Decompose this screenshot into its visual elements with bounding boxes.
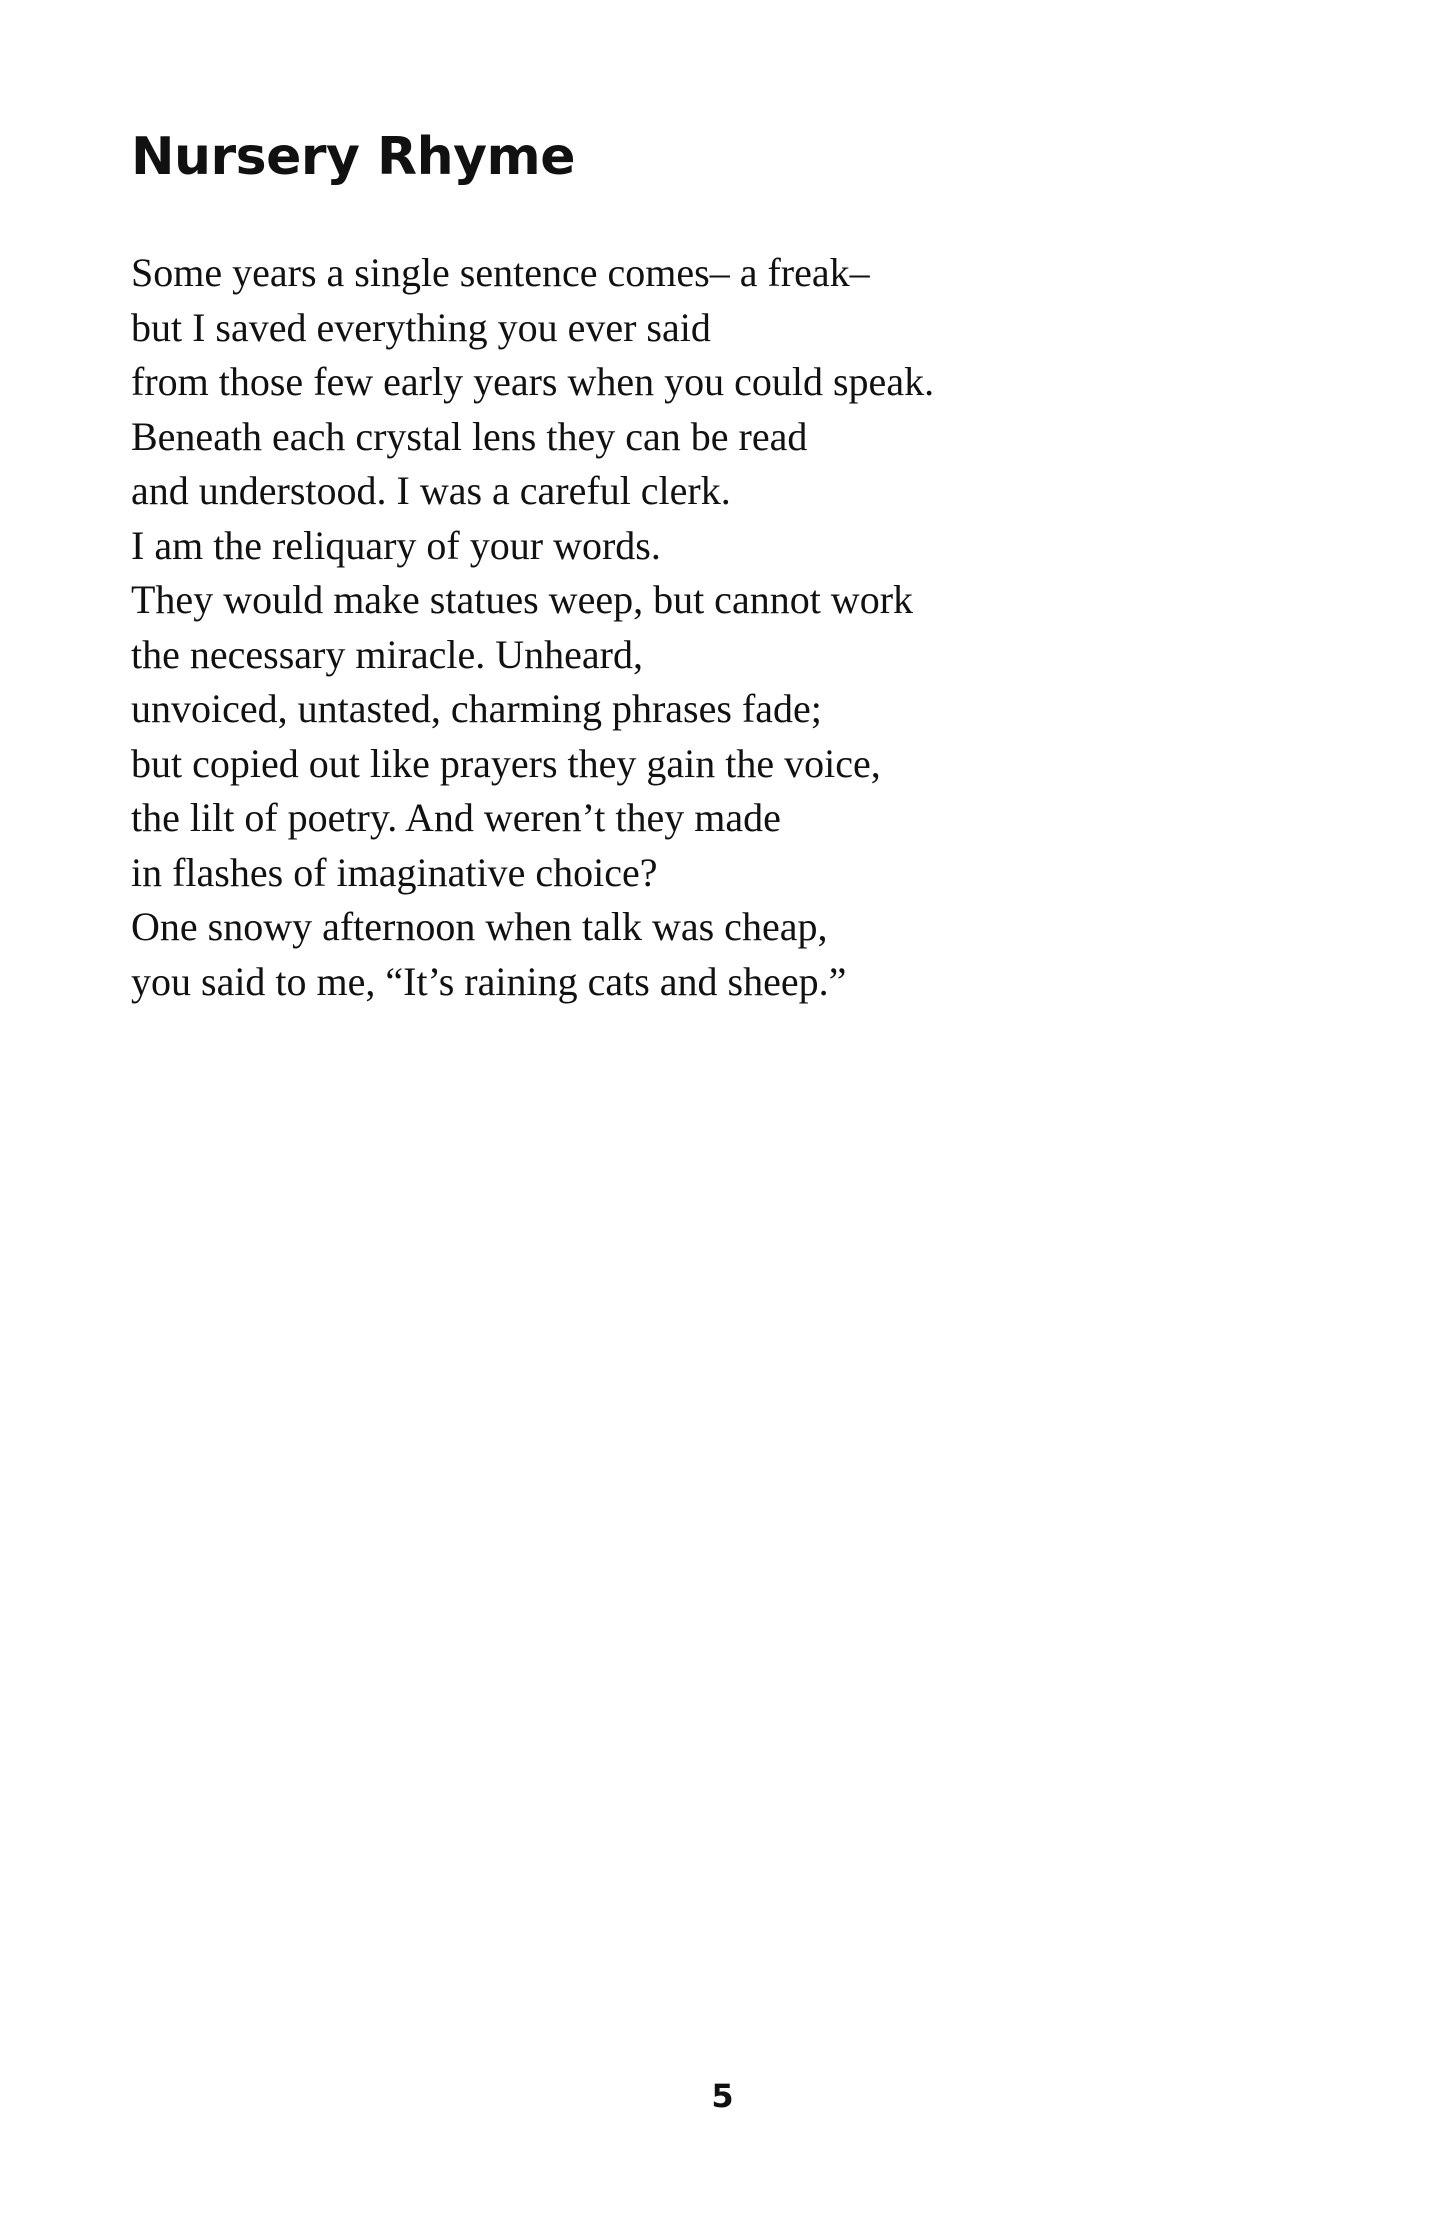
poem-line: but I saved everything you ever said xyxy=(131,304,711,350)
poem-line: Beneath each crystal lens they can be read xyxy=(131,413,808,459)
poem-line: the necessary miracle. Unheard, xyxy=(131,631,643,677)
poem-line: unvoiced, untasted, charming phrases fade; xyxy=(131,686,822,731)
poem-line: from those few early years when you could speak. xyxy=(131,359,935,404)
poem-line: but copied out like prayers they gain the voice, xyxy=(131,740,881,786)
poem-title: Nursery Rhyme xyxy=(131,127,575,187)
page-number: 5 xyxy=(711,2077,734,2115)
poem-line: Some years a single sentence comes– a freak– xyxy=(131,250,870,295)
poem-body xyxy=(131,246,1331,1009)
poem-line: you said to me, “It’s raining cats and sheep.” xyxy=(131,958,847,1004)
poem-line: the lilt of poetry. And weren’t they made xyxy=(131,795,781,840)
poem-line: and understood. I was a careful clerk. xyxy=(131,468,731,513)
poem-line: One snowy afternoon when talk was cheap, xyxy=(131,904,828,949)
poem-line: in flashes of imaginative choice? xyxy=(131,849,658,895)
poem-line: They would make statues weep, but cannot work xyxy=(131,577,914,622)
poem-line: I am the reliquary of your words. xyxy=(131,522,661,568)
